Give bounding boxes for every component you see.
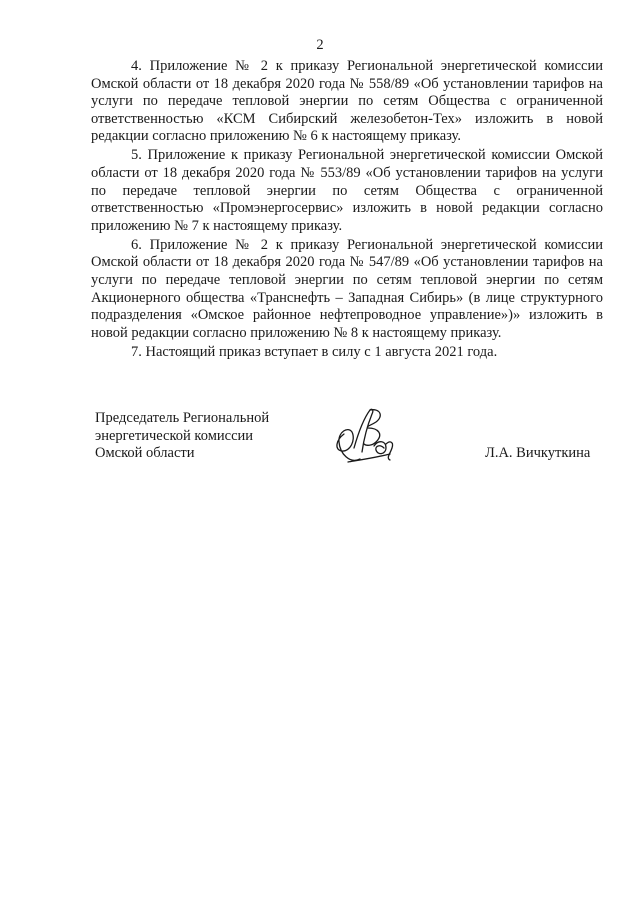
signer-position-line: Председатель Региональной — [95, 410, 270, 426]
handwritten-signature — [330, 404, 405, 476]
signer-position-line: Омской области — [95, 445, 195, 461]
signature-block — [95, 410, 605, 500]
signer-position — [95, 410, 315, 463]
paragraph-item-6: 6. Приложение № 2 к приказу Региональной энергетической комиссии Омской области от 18 декабря 2020 года № 547/89 «Об установлении тарифов на услуги по передаче тепловой энергии по сетям тепловой энергии по сетям Акционерного общества «Транснефть – Западная Сибирь» (в лице структурного подразделения «Омское районное нефтепроводное управление»)» изложить в новой редакции согласно приложению № 8 к настоящему приказу. — [91, 236, 603, 341]
paragraph-item-4: 4. Приложение № 2 к приказу Региональной энергетической комиссии Омской области от 18 декабря 2020 года № 558/89 «Об установлении тарифов на услуги по передаче тепловой энергии по сетям Общества с ограниченной ответственностью «КСМ Сибирский железобетон-Тех» изложить в новой редакции согласно приложению № 6 к настоящему приказу. — [91, 58, 603, 145]
signer-position-line: энергетической комиссии — [95, 427, 254, 444]
page-number: 2 — [316, 37, 324, 53]
paragraph-item-5: 5. Приложение к приказу Региональной энергетической комиссии Омской области от 18 декабря 2020 года № 553/89 «Об установлении тарифов на услуги по передаче тепловой энергии по сетям Общества с ограниченной ответственностью «Промэнергосервис» изложить в новой редакции согласно приложению № 7 к настоящему приказу. — [91, 147, 603, 234]
paragraph-item-7: 7. Настоящий приказ вступает в силу с 1 августа 2021 года. — [131, 343, 498, 360]
document-body — [91, 58, 603, 363]
signer-name: Л.А. Вичкуткина — [485, 445, 591, 461]
